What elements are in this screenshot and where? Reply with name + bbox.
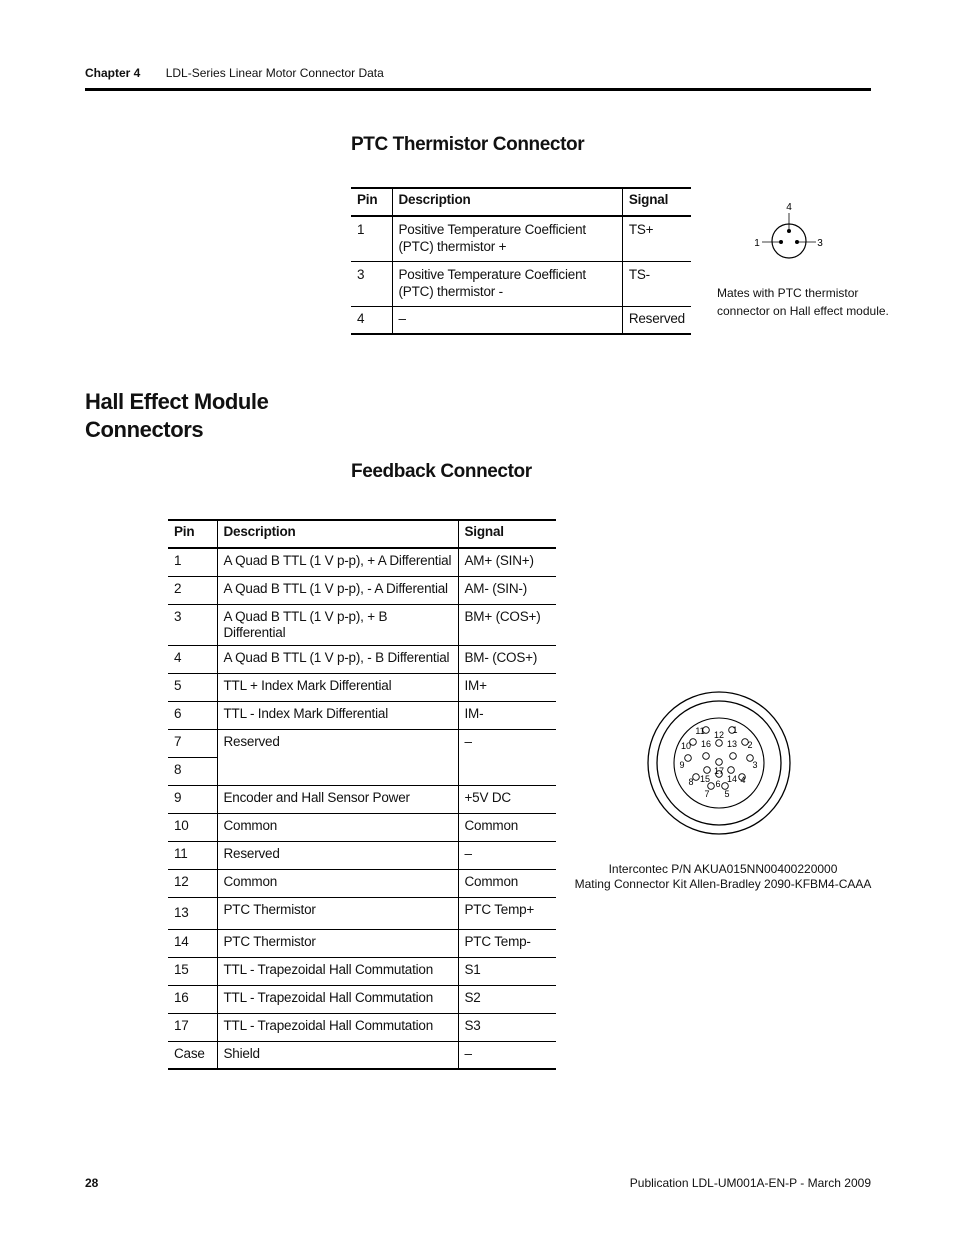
table-row [168,841,556,869]
description-cell: Reserved [217,841,458,869]
signal-cell: S1 [458,957,556,985]
column-header-pin: Pin [351,188,392,216]
chapter-label: Chapter 4 [85,66,141,80]
pin-cell: 1 [168,548,217,576]
description-cell: Common [217,813,458,841]
pin-dot [685,755,692,762]
pin-label: 3 [752,760,758,770]
pin-cell: 6 [168,701,217,729]
pin-label: 4 [786,202,792,213]
pin-cell: 13 [168,897,217,929]
signal-cell: AM+ (SIN+) [458,548,556,576]
table-row [168,604,556,645]
signal-cell: PTC Temp- [458,929,556,957]
pin-dot [795,240,799,244]
pin-label: 7 [704,789,710,799]
description-cell: A Quad B TTL (1 V p-p), + B Differential [217,604,458,645]
description-cell: A Quad B TTL (1 V p-p), + A Differential [217,548,458,576]
pin-dot [716,740,723,747]
column-header-pin: Pin [168,520,217,548]
description-cell: A Quad B TTL (1 V p-p), - B Differential [217,645,458,673]
connector-outer-ring [648,692,790,834]
signal-cell: IM- [458,701,556,729]
pin-label: 15 [699,774,711,784]
pin-cell: 4 [168,645,217,673]
table-row [168,1041,556,1069]
signal-cell: Common [458,813,556,841]
feedback-connector-heading: Feedback Connector [351,461,532,482]
pin-cell: Case [174,1045,205,1061]
table-row [168,576,556,604]
table-row [168,701,556,729]
signal-cell: TS+ [622,216,691,261]
pin-cell: 14 [168,929,217,957]
signal-cell: IM+ [458,673,556,701]
table-row [168,1013,556,1041]
column-header-signal: Signal [622,188,691,216]
signal-cell: AM- (SIN-) [458,576,556,604]
connector-middle-ring [657,701,781,825]
table-row [351,216,691,261]
pin-cell: 16 [168,985,217,1013]
pin-dot [716,759,723,766]
signal-cell: BM- (COS+) [458,645,556,673]
pin-cell: 3 [168,604,217,645]
caption-part-number: Intercontec P/N AKUA015NN00400220000 [608,862,838,876]
pin-label: 1 [754,238,760,249]
pin-cell: 11 [168,841,217,869]
description-cell: TTL + Index Mark Differential [217,673,458,701]
feedback-connector-table [168,519,556,1070]
table-row [168,869,556,897]
pin-label: 11 [695,726,705,736]
pin-label: 6 [715,779,721,789]
description-cell: Shield [217,1041,458,1069]
table-row [168,729,556,757]
pin-dot [779,240,783,244]
signal-cell: TS- [622,261,691,306]
description-cell: Encoder and Hall Sensor Power [217,785,458,813]
table-row [351,306,691,334]
pin-dot [787,229,791,233]
pin-label: 2 [747,740,753,750]
pin-label: 12 [713,730,725,740]
ptc-connector-table [351,187,691,335]
signal-cell: – [458,729,556,785]
pin-cell: 4 [357,310,365,326]
table-header-row [351,188,691,216]
pin-cell: 9 [168,785,217,813]
signal-cell: S2 [458,985,556,1013]
table-row [168,957,556,985]
caption-mating-kit: Mating Connector Kit Allen-Bradley 2090-KFBM4-CAAA [574,877,872,891]
pin-dot [730,753,737,760]
feedback-diagram-caption [573,862,873,892]
table-row [168,929,556,957]
table-row [168,785,556,813]
pin-label: 4 [740,775,746,785]
description-cell: PTC Thermistor [217,929,458,957]
pin-label: 14 [726,774,738,784]
signal-cell: – [458,841,556,869]
pin-cell: 12 [168,869,217,897]
pin-cell: 1 [351,216,392,261]
ptc-connector-diagram [750,196,830,266]
hall-effect-section-heading: Hall Effect Module Connectors [85,389,269,442]
signal-cell: Reserved [622,306,691,334]
column-header-signal: Signal [458,520,556,548]
description-cell: TTL - Index Mark Differential [217,701,458,729]
description-cell: Positive Temperature Coefficient (PTC) thermistor + [392,216,622,261]
description-cell: Reserved [217,729,458,785]
description-cell: TTL - Trapezoidal Hall Commutation [217,985,458,1013]
description-cell: Positive Temperature Coefficient (PTC) thermistor - [392,261,622,306]
table-row [168,985,556,1013]
table-row [168,645,556,673]
signal-cell: Common [458,869,556,897]
pin-group [679,725,757,799]
table-row [168,548,556,576]
running-header [85,66,384,80]
pin-cell: 15 [168,957,217,985]
signal-cell: S3 [458,1013,556,1041]
pin-cell: 7 [168,729,217,757]
feedback-connector-diagram [645,690,793,836]
ptc-diagram-caption: Mates with PTC thermistor connector on Hall effect module. [717,286,889,318]
pin-dot [728,767,735,774]
description-cell: TTL - Trapezoidal Hall Commutation [217,957,458,985]
signal-cell: PTC Temp+ [458,897,556,929]
chapter-title: LDL-Series Linear Motor Connector Data [165,66,384,80]
pin-dot [703,753,710,760]
description-cell: PTC Thermistor [217,897,458,929]
description-cell: TTL - Trapezoidal Hall Commutation [217,1013,458,1041]
table-row [168,813,556,841]
pin-cell: 10 [168,813,217,841]
pin-label: 5 [724,789,730,799]
signal-cell: +5V DC [458,785,556,813]
pin-label: 13 [726,739,738,749]
pin-cell: 17 [168,1013,217,1041]
header-rule [85,88,871,91]
pin-label: 16 [700,739,712,749]
publication-info: Publication LDL-UM001A-EN-P - March 2009 [629,1176,871,1190]
table-header-row [168,520,556,548]
column-header-description: Description [217,520,458,548]
pin-label: 10 [680,741,692,751]
description-cell: A Quad B TTL (1 V p-p), - A Differential [217,576,458,604]
pin-label: 9 [679,760,685,770]
page-number: 28 [85,1176,99,1190]
pin-label: 17 [713,766,725,776]
pin-label: 1 [732,725,738,735]
table-row [168,673,556,701]
pin-cell: 2 [168,576,217,604]
table-row [351,261,691,306]
signal-cell: BM+ (COS+) [458,604,556,645]
pin-dot [693,774,700,781]
description-cell: – [392,306,622,334]
pin-cell: 3 [351,261,392,306]
table-row [168,897,556,929]
description-cell: Common [217,869,458,897]
pin-label: 8 [688,777,694,787]
ptc-connector-heading: PTC Thermistor Connector [351,134,585,155]
pin-dot [704,767,711,774]
column-header-description: Description [392,188,622,216]
pin-label: 3 [817,238,823,249]
pin-cell: 8 [168,757,217,785]
pin-cell: 5 [168,673,217,701]
signal-cell: – [458,1041,556,1069]
